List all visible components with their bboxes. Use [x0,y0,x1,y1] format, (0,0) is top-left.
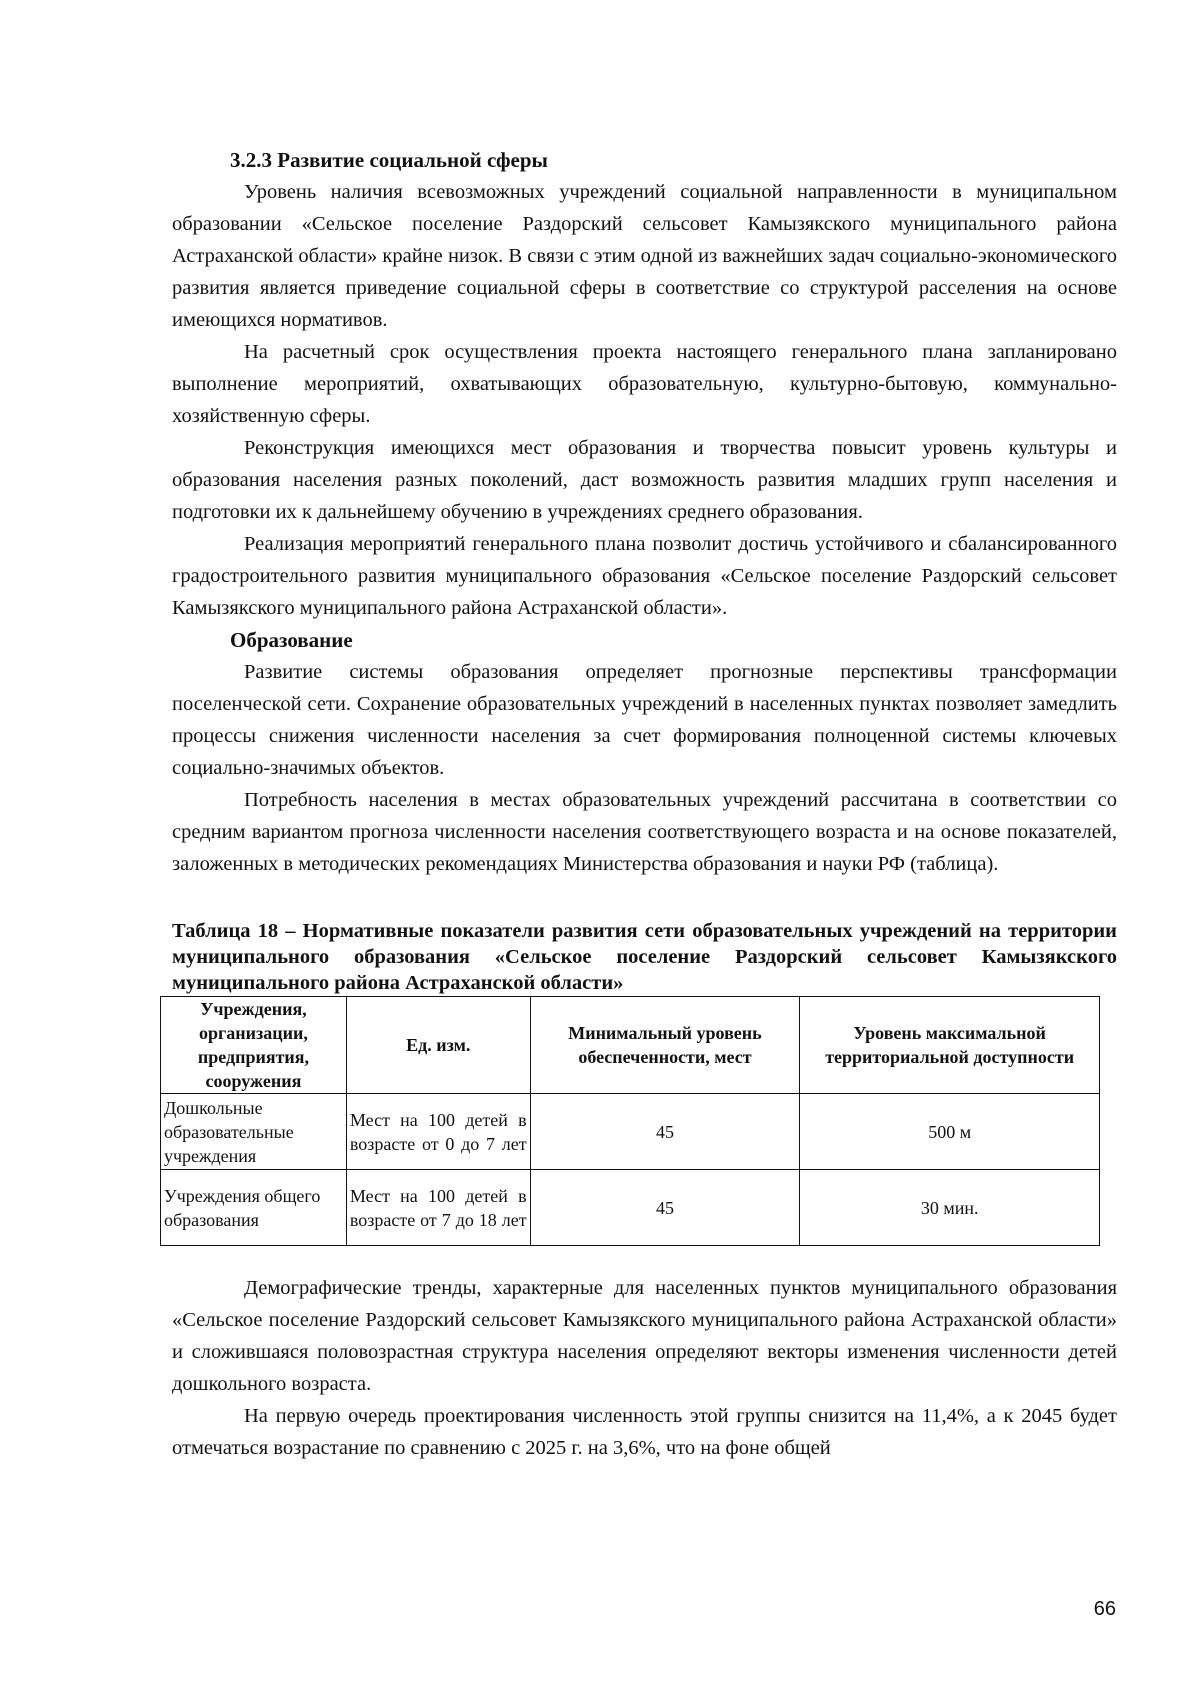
paragraph: Демографические тренды, характерные для населенных пунктов муниципального образования «Сельское поселение Раздорский сельсовет Камызякского муниципального района Астраханской области» и сложившаяся половозрастная структура населения определяют векторы изменения численности детей дошкольного возраста. [172,1277,1117,1395]
paragraph: На расчетный срок осуществления проекта настоящего генерального плана запланировано выполнение мероприятий, охватывающих образовательную, культурно-бытовую, коммунально-хозяйственную сферы. [172,341,1117,427]
table-header-row [161,997,1100,1094]
cell-max-access: 500 м [800,1094,1100,1170]
paragraph: На первую очередь проектирования численность этой группы снизится на 11,4%, а к 2045 будет отмечаться возрастание по сравнению с 2025 г. на 3,6%, что на фоне общей [172,1405,1117,1459]
table-row [161,1170,1100,1246]
paragraph: Потребность населения в местах образовательных учреждений рассчитана в соответствии со средним вариантом прогноза численности населения соответствующего возраста и на основе показателей, заложенных в методических рекомендациях Министерства образования и науки РФ (таблица). [172,789,1117,875]
header-institution: Учреждения, организации, предприятия, сооружения [161,997,347,1094]
cell-max-access: 30 мин. [800,1170,1100,1246]
table-row [161,1094,1100,1170]
paragraph: Развитие системы образования определяет прогнозные перспективы трансформации поселенческой сети. Сохранение образовательных учреждений в населенных пунктах позволяет замедлить процессы снижения численности населения за счет формирования полноценной системы ключевых социально-значимых объектов. [172,661,1117,779]
paragraph: Реализация мероприятий генерального плана позволит достичь устойчивого и сбалансированного градостроительного развития муниципального образования «Сельское поселение Раздорский сельсовет Камызякского муниципального района Астраханской области». [172,533,1117,619]
page-content [164,144,1117,1464]
cell-institution: Учреждения общего образования [161,1170,347,1246]
table-caption: Таблица 18 – Нормативные показатели развития сети образовательных учреждений на территории муниципального образования «Сельское поселение Раздорский сельсовет Камызякского муниципального района Астраханской области» [172,920,1117,994]
paragraph: Реконструкция имеющихся мест образования и творчества повысит уровень культуры и образования населения разных поколений, даст возможность развития младших групп населения и подготовки их к дальнейшему обучению в учреждениях среднего образования. [172,437,1117,523]
cell-unit: Мест на 100 детей в возрасте от 7 до 18 лет [346,1170,530,1246]
header-max-access: Уровень максимальной территориальной доступности [800,997,1100,1094]
paragraph: Уровень наличия всевозможных учреждений социальной направленности в муниципальном образовании «Сельское поселение Раздорский сельсовет Камызякского муниципального района Астраханской области» крайне низок. В связи с этим одной из важнейших задач социально-экономического развития является приведение социальной сферы в соответствие со структурой расселения на основе имеющихся нормативов. [172,181,1117,331]
cell-min-level: 45 [530,1094,800,1170]
header-min-level: Минимальный уровень обеспеченности, мест [530,997,800,1094]
section-heading: 3.2.3 Развитие социальной сферы [230,148,548,172]
page-number: 66 [1093,1598,1116,1620]
header-unit: Ед. изм. [346,997,530,1094]
subsection-heading-education: Образование [230,628,353,652]
cell-min-level: 45 [530,1170,800,1246]
cell-unit: Мест на 100 детей в возрасте от 0 до 7 лет [346,1094,530,1170]
after-table-text [172,1272,1117,1464]
cell-institution: Дошкольные образовательные учреждения [161,1094,347,1170]
norms-table [160,996,1100,1246]
